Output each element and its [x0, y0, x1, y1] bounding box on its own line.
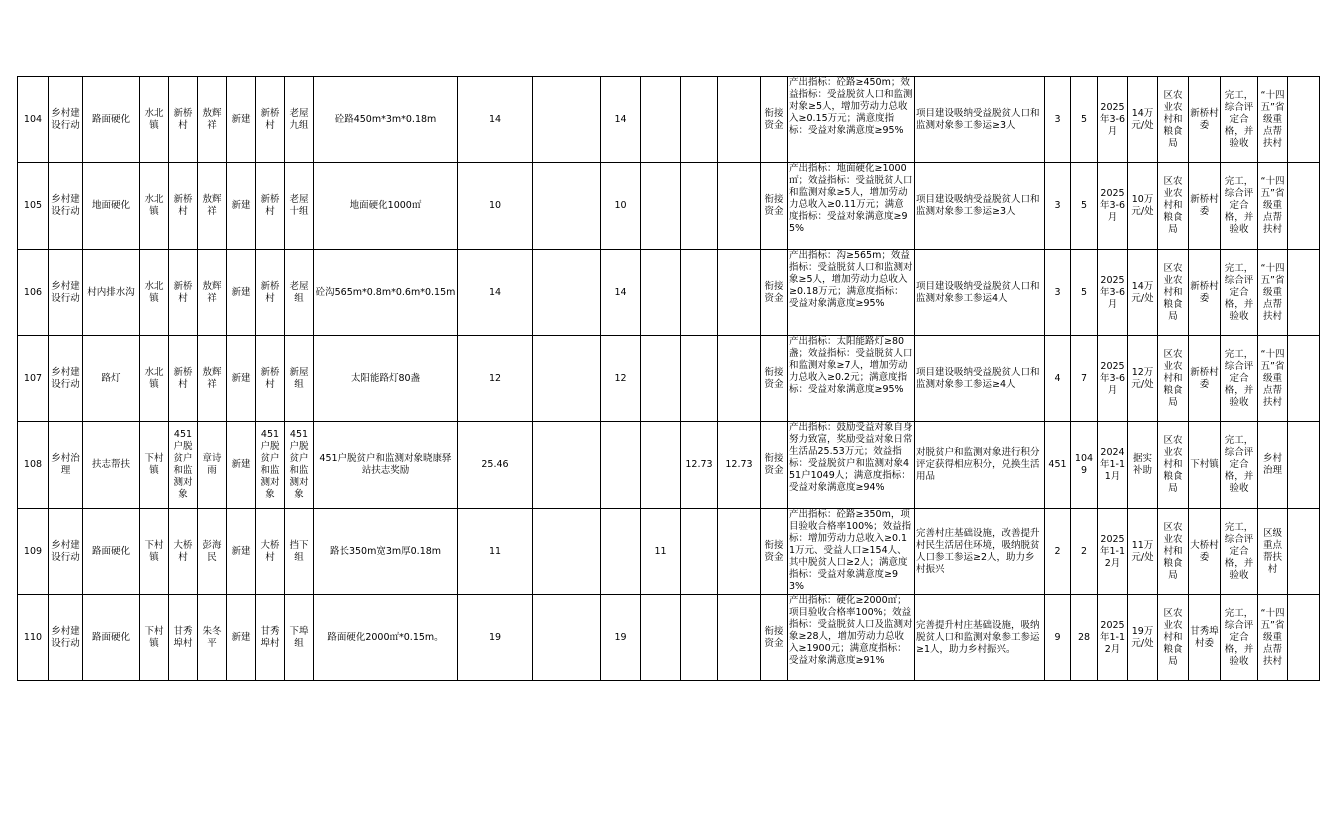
project-type-cell: 地面硬化 — [83, 163, 140, 250]
empty-cell — [1288, 595, 1320, 681]
subsidy-standard-cell: 14万元/处 — [1128, 77, 1158, 163]
fund-type-cell: 衔接资金 — [761, 77, 788, 163]
benefit-mechanism-cell: 项目建设吸纳受益脱贫人口和监测对象参工参运≥3人 — [915, 77, 1045, 163]
fund-col-5-cell — [718, 336, 761, 422]
fund-type-cell: 衔接资金 — [761, 250, 788, 336]
construction-period-cell: 2025年1-12月 — [1098, 509, 1128, 595]
subsidy-standard-cell: 12万元/处 — [1128, 336, 1158, 422]
location-group-cell: 新屋组 — [285, 336, 314, 422]
performance-indicators-cell: 产出指标：硬化≥2000㎡；项目验收合格率100%；效益指标：受益脱贫人口及监测对象≥28人，增加劳动力总收入≥1900元；满意度指标：受益对象满意度≥91% — [788, 595, 915, 681]
empty-cell — [1288, 250, 1320, 336]
total-investment-cell: 10 — [458, 163, 533, 250]
construction-period-cell: 2025年3-6月 — [1098, 336, 1128, 422]
fund-col-5-cell — [718, 509, 761, 595]
responsible-dept-cell: 区农业农村和粮食局 — [1158, 77, 1189, 163]
project-type-cell: 村内排水沟 — [83, 250, 140, 336]
responsible-dept-cell: 区农业农村和粮食局 — [1158, 163, 1189, 250]
acceptance-cell: 完工，综合评定合格，并验收 — [1221, 163, 1258, 250]
responsible-person-cell: 敖辉祥 — [198, 163, 227, 250]
location-village-cell: 大桥村 — [256, 509, 285, 595]
remark-cell: “十四五”省级重点帮扶村 — [1258, 336, 1288, 422]
location-group-cell: 老屋九组 — [285, 77, 314, 163]
beneficiary-count-1-cell: 2 — [1045, 509, 1071, 595]
implementing-unit-cell: 甘秀埠村委 — [1189, 595, 1221, 681]
fund-col-5-cell — [718, 250, 761, 336]
table-row — [18, 250, 1320, 336]
village-cell: 新桥村 — [169, 250, 198, 336]
benefit-mechanism-cell: 项目建设吸纳受益脱贫人口和监测对象参工参运4人 — [915, 250, 1045, 336]
project-type-cell: 路面硬化 — [83, 595, 140, 681]
beneficiary-count-2-cell: 5 — [1071, 77, 1098, 163]
location-village-cell: 甘秀埠村 — [256, 595, 285, 681]
fund-col-1-cell — [533, 336, 601, 422]
fund-type-cell: 衔接资金 — [761, 422, 788, 509]
fund-col-5-cell: 12.73 — [718, 422, 761, 509]
fund-col-3-cell: 11 — [641, 509, 681, 595]
fund-col-1-cell — [533, 77, 601, 163]
responsible-person-cell: 朱冬平 — [198, 595, 227, 681]
empty-cell — [1288, 509, 1320, 595]
fund-col-4-cell — [681, 595, 718, 681]
row-number: 105 — [18, 163, 49, 250]
town-cell: 下村镇 — [140, 509, 169, 595]
remark-cell: 乡村治理 — [1258, 422, 1288, 509]
responsible-dept-cell: 区农业农村和粮食局 — [1158, 336, 1189, 422]
subsidy-standard-cell: 据实补助 — [1128, 422, 1158, 509]
acceptance-cell: 完工，综合评定合格，并验收 — [1221, 77, 1258, 163]
project-type-cell: 扶志帮扶 — [83, 422, 140, 509]
category-cell: 乡村建设行动 — [49, 163, 83, 250]
table-row — [18, 595, 1320, 681]
remark-cell: “十四五”省级重点帮扶村 — [1258, 77, 1288, 163]
total-investment-cell: 19 — [458, 595, 533, 681]
acceptance-cell: 完工，综合评定合格，并验收 — [1221, 336, 1258, 422]
construction-content-cell: 砼路450m*3m*0.18m — [314, 77, 458, 163]
empty-cell — [1288, 422, 1320, 509]
responsible-dept-cell: 区农业农村和粮食局 — [1158, 250, 1189, 336]
town-cell: 下村镇 — [140, 422, 169, 509]
location-village-cell: 新桥村 — [256, 250, 285, 336]
category-cell: 乡村治理 — [49, 422, 83, 509]
fund-type-cell: 衔接资金 — [761, 336, 788, 422]
fund-col-4-cell — [681, 163, 718, 250]
performance-indicators-cell: 产出指标：太阳能路灯≥80盏；效益指标：受益脱贫人口和监测对象≥7人，增加劳动力总收入≥0.2元；满意度指标：受益对象满意度≥95% — [788, 336, 915, 422]
fund-col-3-cell — [641, 422, 681, 509]
fund-type-cell: 衔接资金 — [761, 509, 788, 595]
total-investment-cell: 14 — [458, 77, 533, 163]
empty-cell — [1288, 163, 1320, 250]
category-cell: 乡村建设行动 — [49, 595, 83, 681]
implementing-unit-cell: 新桥村委 — [1189, 250, 1221, 336]
location-group-cell: 老屋十组 — [285, 163, 314, 250]
construction-content-cell: 路面硬化2000㎡*0.15m。 — [314, 595, 458, 681]
fund-col-1-cell — [533, 509, 601, 595]
empty-cell — [1288, 336, 1320, 422]
remark-cell: “十四五”省级重点帮扶村 — [1258, 250, 1288, 336]
implementing-unit-cell: 新桥村委 — [1189, 336, 1221, 422]
town-cell: 水北镇 — [140, 77, 169, 163]
benefit-mechanism-cell: 项目建设吸纳受益脱贫人口和监测对象参工参运≥3人 — [915, 163, 1045, 250]
construction-period-cell: 2025年1-12月 — [1098, 595, 1128, 681]
construction-content-cell: 路长350m宽3m厚0.18m — [314, 509, 458, 595]
fund-col-5-cell — [718, 163, 761, 250]
table-row — [18, 336, 1320, 422]
beneficiary-count-1-cell: 9 — [1045, 595, 1071, 681]
remark-cell: “十四五”省级重点帮扶村 — [1258, 163, 1288, 250]
performance-indicators-cell: 产出指标：砼路≥350m，项目验收合格率100%；效益指标：增加劳动力总收入≥0.11万元、受益人口≥154人、其中脱贫人口≥2人；满意度指标：受益对象满意度≥93% — [788, 509, 915, 595]
row-number: 107 — [18, 336, 49, 422]
responsible-person-cell: 敖辉祥 — [198, 250, 227, 336]
fund-col-5-cell — [718, 77, 761, 163]
fund-col-3-cell — [641, 250, 681, 336]
village-cell: 新桥村 — [169, 163, 198, 250]
responsible-dept-cell: 区农业农村和粮食局 — [1158, 595, 1189, 681]
acceptance-cell: 完工，综合评定合格，并验收 — [1221, 250, 1258, 336]
construction-nature-cell: 新建 — [227, 250, 256, 336]
fund-col-2-cell: 10 — [601, 163, 641, 250]
beneficiary-count-2-cell: 2 — [1071, 509, 1098, 595]
table-row — [18, 509, 1320, 595]
construction-nature-cell: 新建 — [227, 509, 256, 595]
fund-col-2-cell: 14 — [601, 250, 641, 336]
construction-content-cell: 451户脱贫户和监测对象晓康驿站扶志奖励 — [314, 422, 458, 509]
town-cell: 水北镇 — [140, 336, 169, 422]
row-number: 106 — [18, 250, 49, 336]
fund-col-1-cell — [533, 163, 601, 250]
category-cell: 乡村建设行动 — [49, 509, 83, 595]
beneficiary-count-1-cell: 3 — [1045, 250, 1071, 336]
location-village-cell: 新桥村 — [256, 77, 285, 163]
implementing-unit-cell: 新桥村委 — [1189, 163, 1221, 250]
row-number: 104 — [18, 77, 49, 163]
location-village-cell: 新桥村 — [256, 163, 285, 250]
town-cell: 水北镇 — [140, 163, 169, 250]
total-investment-cell: 14 — [458, 250, 533, 336]
village-cell: 新桥村 — [169, 77, 198, 163]
fund-col-4-cell — [681, 250, 718, 336]
beneficiary-count-2-cell: 7 — [1071, 336, 1098, 422]
benefit-mechanism-cell: 完善提升村庄基础设施，吸纳脱贫人口和监测对象参工参运≥1人，助力乡村振兴。 — [915, 595, 1045, 681]
total-investment-cell: 12 — [458, 336, 533, 422]
project-table — [17, 76, 1320, 681]
fund-col-4-cell — [681, 509, 718, 595]
implementing-unit-cell: 大桥村委 — [1189, 509, 1221, 595]
fund-col-4-cell — [681, 77, 718, 163]
category-cell: 乡村建设行动 — [49, 250, 83, 336]
fund-col-3-cell — [641, 595, 681, 681]
location-village-cell: 新桥村 — [256, 336, 285, 422]
subsidy-standard-cell: 11万元/处 — [1128, 509, 1158, 595]
performance-indicators-cell: 产出指标：砼路≥450m；效益指标：受益脱贫人口和监测对象≥5人，增加劳动力总收入≥0.15万元；满意度指标：受益对象满意度≥95% — [788, 77, 915, 163]
implementing-unit-cell: 新桥村委 — [1189, 77, 1221, 163]
beneficiary-count-1-cell: 451 — [1045, 422, 1071, 509]
beneficiary-count-1-cell: 3 — [1045, 77, 1071, 163]
acceptance-cell: 完工，综合评定合格，并验收 — [1221, 509, 1258, 595]
acceptance-cell: 完工，综合评定合格，并验收 — [1221, 595, 1258, 681]
construction-period-cell: 2024年1-11月 — [1098, 422, 1128, 509]
fund-col-2-cell — [601, 509, 641, 595]
responsible-person-cell: 彭海民 — [198, 509, 227, 595]
construction-nature-cell: 新建 — [227, 77, 256, 163]
project-type-cell: 路面硬化 — [83, 509, 140, 595]
village-cell: 451户脱贫户和监测对象 — [169, 422, 198, 509]
location-group-cell: 451户脱贫户和监测对象 — [285, 422, 314, 509]
table-row — [18, 163, 1320, 250]
village-cell: 大桥村 — [169, 509, 198, 595]
village-cell: 甘秀埠村 — [169, 595, 198, 681]
performance-indicators-cell: 产出指标：鼓励受益对象自身努力致富，奖励受益对象日常生活品25.53万元；效益指标：受益脱贫户和监测对象451户1049人；满意度指标：受益对象满意度≥94% — [788, 422, 915, 509]
remark-cell: 区级重点帮扶村 — [1258, 509, 1288, 595]
construction-content-cell: 地面硬化1000㎡ — [314, 163, 458, 250]
fund-col-3-cell — [641, 77, 681, 163]
fund-col-5-cell — [718, 595, 761, 681]
construction-nature-cell: 新建 — [227, 422, 256, 509]
fund-col-2-cell: 14 — [601, 77, 641, 163]
fund-type-cell: 衔接资金 — [761, 163, 788, 250]
responsible-person-cell: 敖辉祥 — [198, 336, 227, 422]
town-cell: 下村镇 — [140, 595, 169, 681]
fund-col-1-cell — [533, 250, 601, 336]
beneficiary-count-2-cell: 1049 — [1071, 422, 1098, 509]
category-cell: 乡村建设行动 — [49, 77, 83, 163]
row-number: 109 — [18, 509, 49, 595]
fund-col-2-cell: 12 — [601, 336, 641, 422]
location-group-cell: 老屋组 — [285, 250, 314, 336]
fund-col-1-cell — [533, 595, 601, 681]
construction-period-cell: 2025年3-6月 — [1098, 77, 1128, 163]
subsidy-standard-cell: 19万元/处 — [1128, 595, 1158, 681]
beneficiary-count-1-cell: 4 — [1045, 336, 1071, 422]
responsible-dept-cell: 区农业农村和粮食局 — [1158, 422, 1189, 509]
table-row — [18, 77, 1320, 163]
total-investment-cell: 11 — [458, 509, 533, 595]
category-cell: 乡村建设行动 — [49, 336, 83, 422]
construction-nature-cell: 新建 — [227, 163, 256, 250]
fund-col-1-cell — [533, 422, 601, 509]
table-row — [18, 422, 1320, 509]
fund-col-4-cell — [681, 336, 718, 422]
construction-nature-cell: 新建 — [227, 336, 256, 422]
construction-nature-cell: 新建 — [227, 595, 256, 681]
location-group-cell: 下埠组 — [285, 595, 314, 681]
subsidy-standard-cell: 14万元/处 — [1128, 250, 1158, 336]
construction-content-cell: 太阳能路灯80盏 — [314, 336, 458, 422]
benefit-mechanism-cell: 项目建设吸纳受益脱贫人口和监测对象参工参运≥4人 — [915, 336, 1045, 422]
performance-indicators-cell: 产出指标：沟≥565m；效益指标：受益脱贫人口和监测对象≥5人，增加劳动力总收入≥0.18万元；满意度指标：受益对象满意度≥95% — [788, 250, 915, 336]
responsible-person-cell: 章诗雨 — [198, 422, 227, 509]
fund-col-3-cell — [641, 336, 681, 422]
responsible-dept-cell: 区农业农村和粮食局 — [1158, 509, 1189, 595]
row-number: 108 — [18, 422, 49, 509]
construction-period-cell: 2025年3-6月 — [1098, 163, 1128, 250]
remark-cell: “十四五”省级重点帮扶村 — [1258, 595, 1288, 681]
fund-type-cell: 衔接资金 — [761, 595, 788, 681]
construction-content-cell: 砼沟565m*0.8m*0.6m*0.15m — [314, 250, 458, 336]
project-type-cell: 路灯 — [83, 336, 140, 422]
total-investment-cell: 25.46 — [458, 422, 533, 509]
beneficiary-count-2-cell: 5 — [1071, 163, 1098, 250]
fund-col-2-cell: 19 — [601, 595, 641, 681]
benefit-mechanism-cell: 对脱贫户和监测对象进行积分评定获得相应积分，兑换生活用品 — [915, 422, 1045, 509]
beneficiary-count-1-cell: 3 — [1045, 163, 1071, 250]
project-type-cell: 路面硬化 — [83, 77, 140, 163]
location-village-cell: 451户脱贫户和监测对象 — [256, 422, 285, 509]
village-cell: 新桥村 — [169, 336, 198, 422]
subsidy-standard-cell: 10万元/处 — [1128, 163, 1158, 250]
empty-cell — [1288, 77, 1320, 163]
implementing-unit-cell: 下村镇 — [1189, 422, 1221, 509]
acceptance-cell: 完工，综合评定合格，并验收 — [1221, 422, 1258, 509]
location-group-cell: 挡下组 — [285, 509, 314, 595]
beneficiary-count-2-cell: 5 — [1071, 250, 1098, 336]
construction-period-cell: 2025年3-6月 — [1098, 250, 1128, 336]
fund-col-2-cell — [601, 422, 641, 509]
benefit-mechanism-cell: 完善村庄基础设施，改善提升村民生活居住环境，吸纳脱贫人口参工参运≥2人，助力乡村振兴 — [915, 509, 1045, 595]
responsible-person-cell: 敖辉祥 — [198, 77, 227, 163]
performance-indicators-cell: 产出指标：地面硬化≥1000㎡；效益指标：受益脱贫人口和监测对象≥5人，增加劳动力总收入≥0.11万元；满意度指标：受益对象满意度≥95% — [788, 163, 915, 250]
fund-col-4-cell: 12.73 — [681, 422, 718, 509]
town-cell: 水北镇 — [140, 250, 169, 336]
beneficiary-count-2-cell: 28 — [1071, 595, 1098, 681]
fund-col-3-cell — [641, 163, 681, 250]
row-number: 110 — [18, 595, 49, 681]
